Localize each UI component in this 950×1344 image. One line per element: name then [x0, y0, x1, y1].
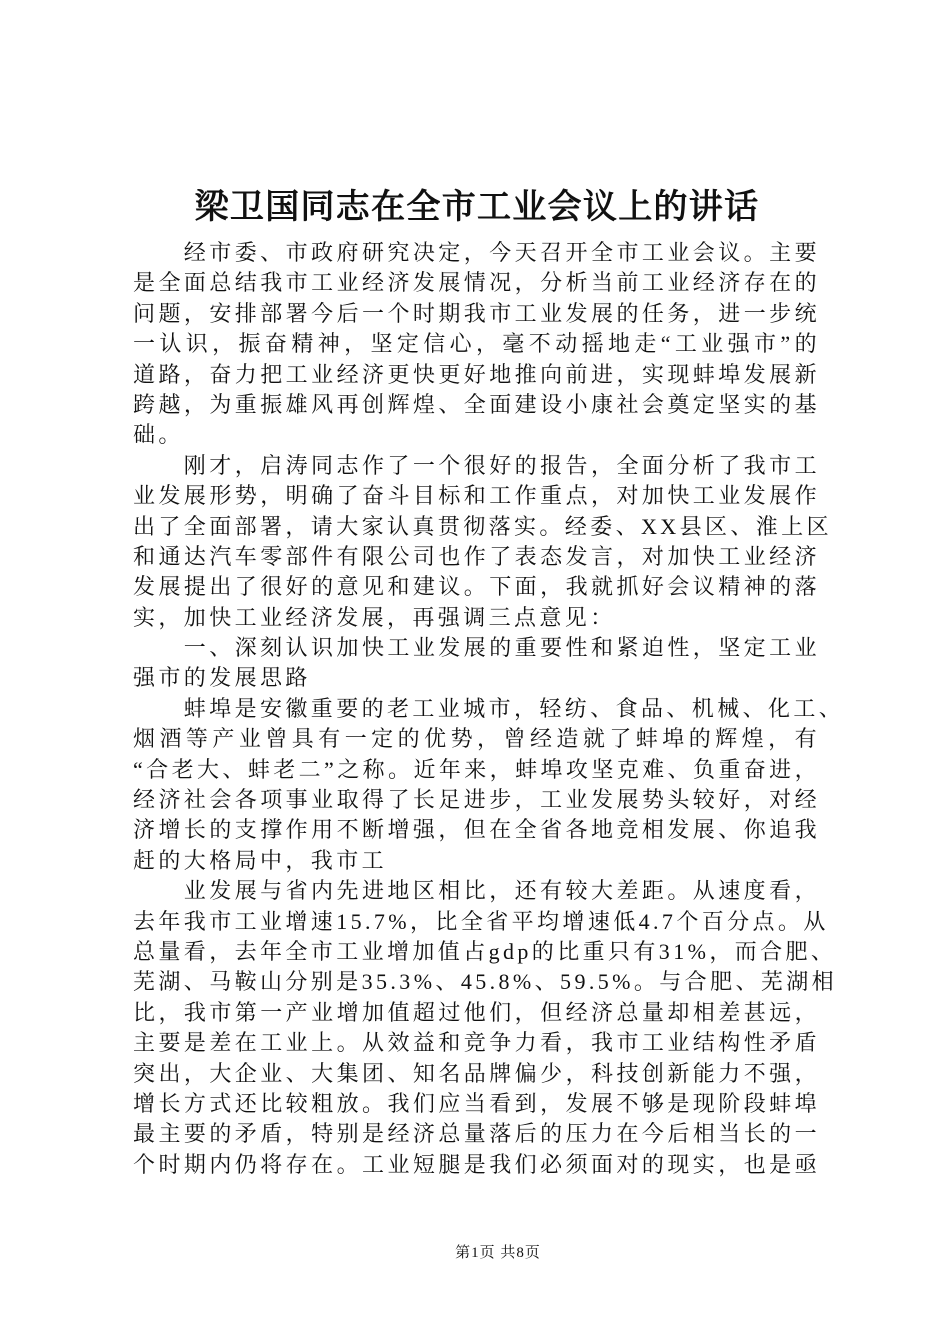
text-line: 突出，大企业、大集团、知名品牌偏少，科技创新能力不强， — [133, 1060, 820, 1086]
text-line: 蚌埠是安徽重要的老工业城市，轻纺、食品、机械、化工、 — [183, 695, 845, 721]
page-number-footer: 第1页 共8页 — [455, 1245, 541, 1261]
text-line: 跨越，为重振雄风再创辉煌、全面建设小康社会奠定坚实的基 — [133, 391, 820, 417]
text-line: 道路，奋力把工业经济更快更好地推向前进，实现蚌埠发展新 — [133, 361, 820, 387]
heading-line: 一、深刻认识加快工业发展的重要性和紧迫性，坚定工业 — [183, 635, 820, 661]
text-line: 出了全面部署，请大家认真贯彻落实。经委、XX县区、淮上区 — [133, 513, 832, 539]
text-line: 础。 — [133, 422, 184, 448]
paragraph-background — [133, 694, 845, 876]
paragraph-opening — [133, 238, 820, 451]
text-line: 发展提出了很好的意见和建议。下面，我就抓好会议精神的落 — [133, 574, 820, 600]
document-title: 梁卫国同志在全市工业会议上的讲话 — [194, 189, 760, 226]
text-line: 经济社会各项事业取得了长足进步，工业发展势头较好，对经 — [133, 787, 820, 813]
text-line: 总量看，去年全市工业增加值占gdp的比重只有31%，而合肥、 — [133, 938, 837, 964]
text-line: 比，我市第一产业增加值超过他们，但经济总量却相差甚远， — [133, 999, 820, 1025]
text-line: 芜湖、马鞍山分别是35.3%、45.8%、59.5%。与合肥、芜湖相 — [133, 969, 838, 995]
section-heading-1 — [133, 633, 820, 694]
text-line: 问题，安排部署今后一个时期我市工业发展的任务，进一步统 — [133, 300, 820, 326]
text-line: 实，加快工业经济发展，再强调三点意见： — [133, 604, 616, 630]
text-line: 济增长的支撑作用不断增强，但在全省各地竞相发展、你追我 — [133, 817, 820, 843]
text-line: 一认识，振奋精神，坚定信心，毫不动摇地走“工业强市”的 — [133, 331, 820, 357]
text-line: 去年我市工业增速15.7%，比全省平均增速低4.7个百分点。从 — [133, 908, 829, 934]
text-line: 经市委、市政府研究决定，今天召开全市工业会议。主要 — [183, 240, 820, 265]
text-line: 和通达汽车零部件有限公司也作了表态发言，对加快工业经济 — [133, 543, 820, 569]
text-line: 业发展形势，明确了奋斗目标和工作重点，对加快工业发展作 — [133, 483, 820, 509]
text-line: 个时期内仍将存在。工业短腿是我们必须面对的现实，也是亟 — [133, 1151, 820, 1177]
text-line: 最主要的矛盾，特别是经济总量落后的压力在今后相当长的一 — [133, 1121, 820, 1147]
text-line: 赶的大格局中，我市工 — [133, 847, 388, 873]
text-line: 刚才，启涛同志作了一个很好的报告，全面分析了我市工 — [183, 452, 820, 478]
text-line: 主要是差在工业上。从效益和竞争力看，我市工业结构性矛盾 — [133, 1030, 820, 1056]
text-line: 是全面总结我市工业经济发展情况，分析当前工业经济存在的 — [133, 270, 820, 296]
paragraph-gap-analysis — [133, 876, 838, 1180]
text-line: “合老大、蚌老二”之称。近年来，蚌埠攻坚克难、负重奋进， — [133, 756, 820, 782]
heading-line: 强市的发展思路 — [133, 665, 311, 691]
text-line: 烟酒等产业曾具有一定的优势，曾经造就了蚌埠的辉煌，有 — [133, 726, 820, 752]
text-line: 业发展与省内先进地区相比，还有较大差距。从速度看， — [183, 878, 820, 904]
document-body — [133, 238, 845, 1180]
text-line: 增长方式还比较粗放。我们应当看到，发展不够是现阶段蚌埠 — [133, 1090, 820, 1116]
paragraph-report-review — [133, 451, 832, 633]
